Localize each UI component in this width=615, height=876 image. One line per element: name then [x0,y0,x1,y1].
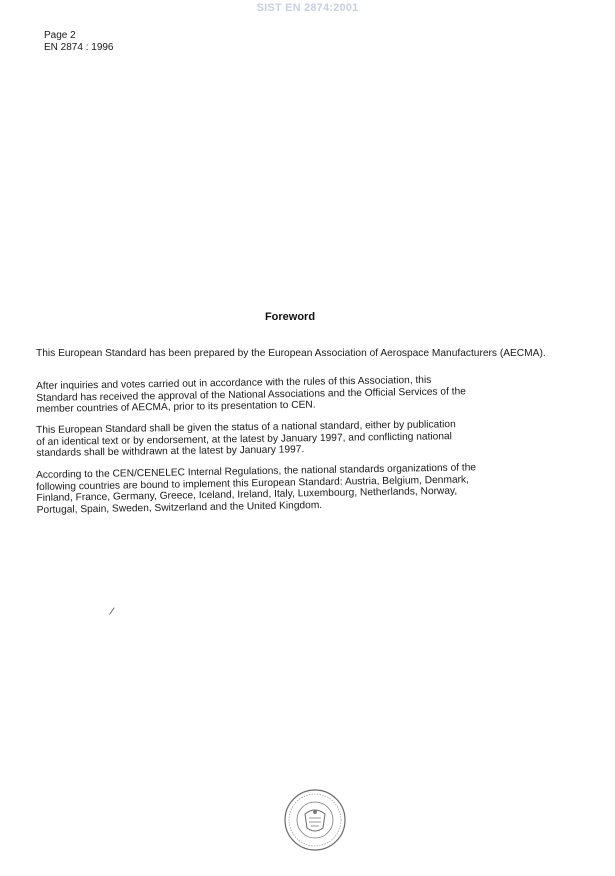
page-header [44,30,114,54]
standard-reference: EN 2874 : 1996 [44,42,114,53]
stray-pen-mark: / [108,605,116,619]
foreword-paragraph-4: According to the CEN/CENELEC Internal Regulations, the national standards organizations of the following countries are bound to implement this European Standard: Austria, Belgium, Denmark, Finland, France, Germany, Greece, Iceland, Ireland, Italy, Luxembourg, Netherlands, Norway, Portugal, Spain, Sweden, Switzerland and the United Kingdom. [36,462,477,516]
foreword-paragraph-1: This European Standard has been prepared by the European Association of Aerospace Manufacturers (AECMA). [36,348,546,359]
watermark-text: SIST EN 2874:2001 [256,2,359,14]
foreword-paragraph-2: After inquiries and votes carried out in accordance with the rules of this Association, this Standard has received the approval of the National Associations and the Official Services of the member countries of AECMA, prior to its presentation to CEN. [36,374,466,415]
circular-stamp-icon [283,788,347,852]
page-number: Page 2 [44,30,76,41]
foreword-paragraph-3: This European Standard shall be given the status of a national standard, either by publication of an identical text or by endorsement, at the latest by January 1997, and conflicting national standards shall be withdrawn at the latest by January 1997. [36,419,456,459]
foreword-title: Foreword [264,311,316,323]
